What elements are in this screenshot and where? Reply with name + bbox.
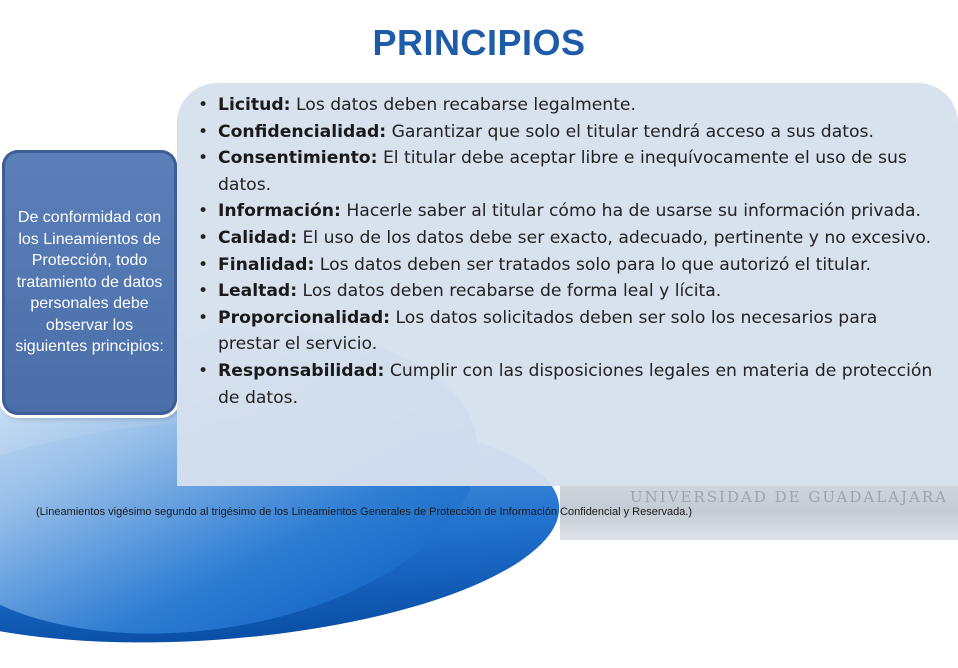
principle-text: Los datos deben ser tratados solo para lo que autorizó el titular. [314,254,872,275]
bullet-glyph: • [198,148,209,169]
page-title: PRINCIPIOS [372,22,586,63]
principle-text: El titular debe aceptar libre e inequívocamente el uso de sus datos. [218,148,907,195]
principle-term: Proporcionalidad: [218,307,391,328]
principle-text: Cumplir con las disposiciones legales en materia de protección de datos. [218,360,933,408]
principle-term: Información: [218,201,341,222]
principle-item [198,225,933,252]
principle-text: Hacerle saber al titular cómo ha de usarse su información privada. [340,201,921,222]
principle-term: Calidad: [218,227,298,248]
principles-list [198,92,933,411]
bullet-glyph: • [198,360,209,381]
principle-term: Responsabilidad: [218,360,385,381]
bullet-glyph: • [198,201,209,222]
bullet-glyph: • [198,281,209,302]
principle-term: Consentimiento: [218,148,378,169]
building-sign: UNIVERSIDAD DE GUADALAJARA [630,488,948,506]
principle-item [198,252,933,279]
principle-term: Lealtad: [218,281,298,302]
bullet-glyph: • [198,254,209,275]
bullet-glyph: • [198,227,209,248]
footnote: (Lineamientos vigésimo segundo al trigésimo de los Lineamientos Generales de Protección de Información Confidencial y Reservada.) [36,506,693,518]
principle-text: Los datos deben recabarse legalmente. [290,95,636,115]
intro-box [2,150,177,415]
principle-text: Garantizar que solo el titular tendrá acceso a sus datos. [386,121,874,142]
principle-item [198,198,933,225]
principle-item [198,92,933,119]
principle-text: Los datos solicitados deben ser solo los necesarios para prestar el servicio. [218,307,878,355]
principle-item [198,358,933,411]
bullet-glyph: • [198,121,209,142]
intro-text: De conformidad con los Lineamientos de Protección, todo tratamiento de datos personales debe observar los siguientes principios: [15,209,164,356]
principle-term: Confidencialidad: [218,121,387,142]
principle-item [198,119,933,146]
bullet-glyph: • [198,307,209,328]
principle-term: Finalidad: [218,254,315,275]
principle-item [198,145,933,198]
principle-term: Licitud: [218,95,291,115]
bullet-glyph: • [198,95,209,115]
principle-item [198,278,933,305]
principle-text: Los datos deben recabarse de forma leal y lícita. [297,281,722,302]
principle-item [198,305,933,358]
principle-text: El uso de los datos debe ser exacto, adecuado, pertinente y no excesivo. [297,227,932,248]
